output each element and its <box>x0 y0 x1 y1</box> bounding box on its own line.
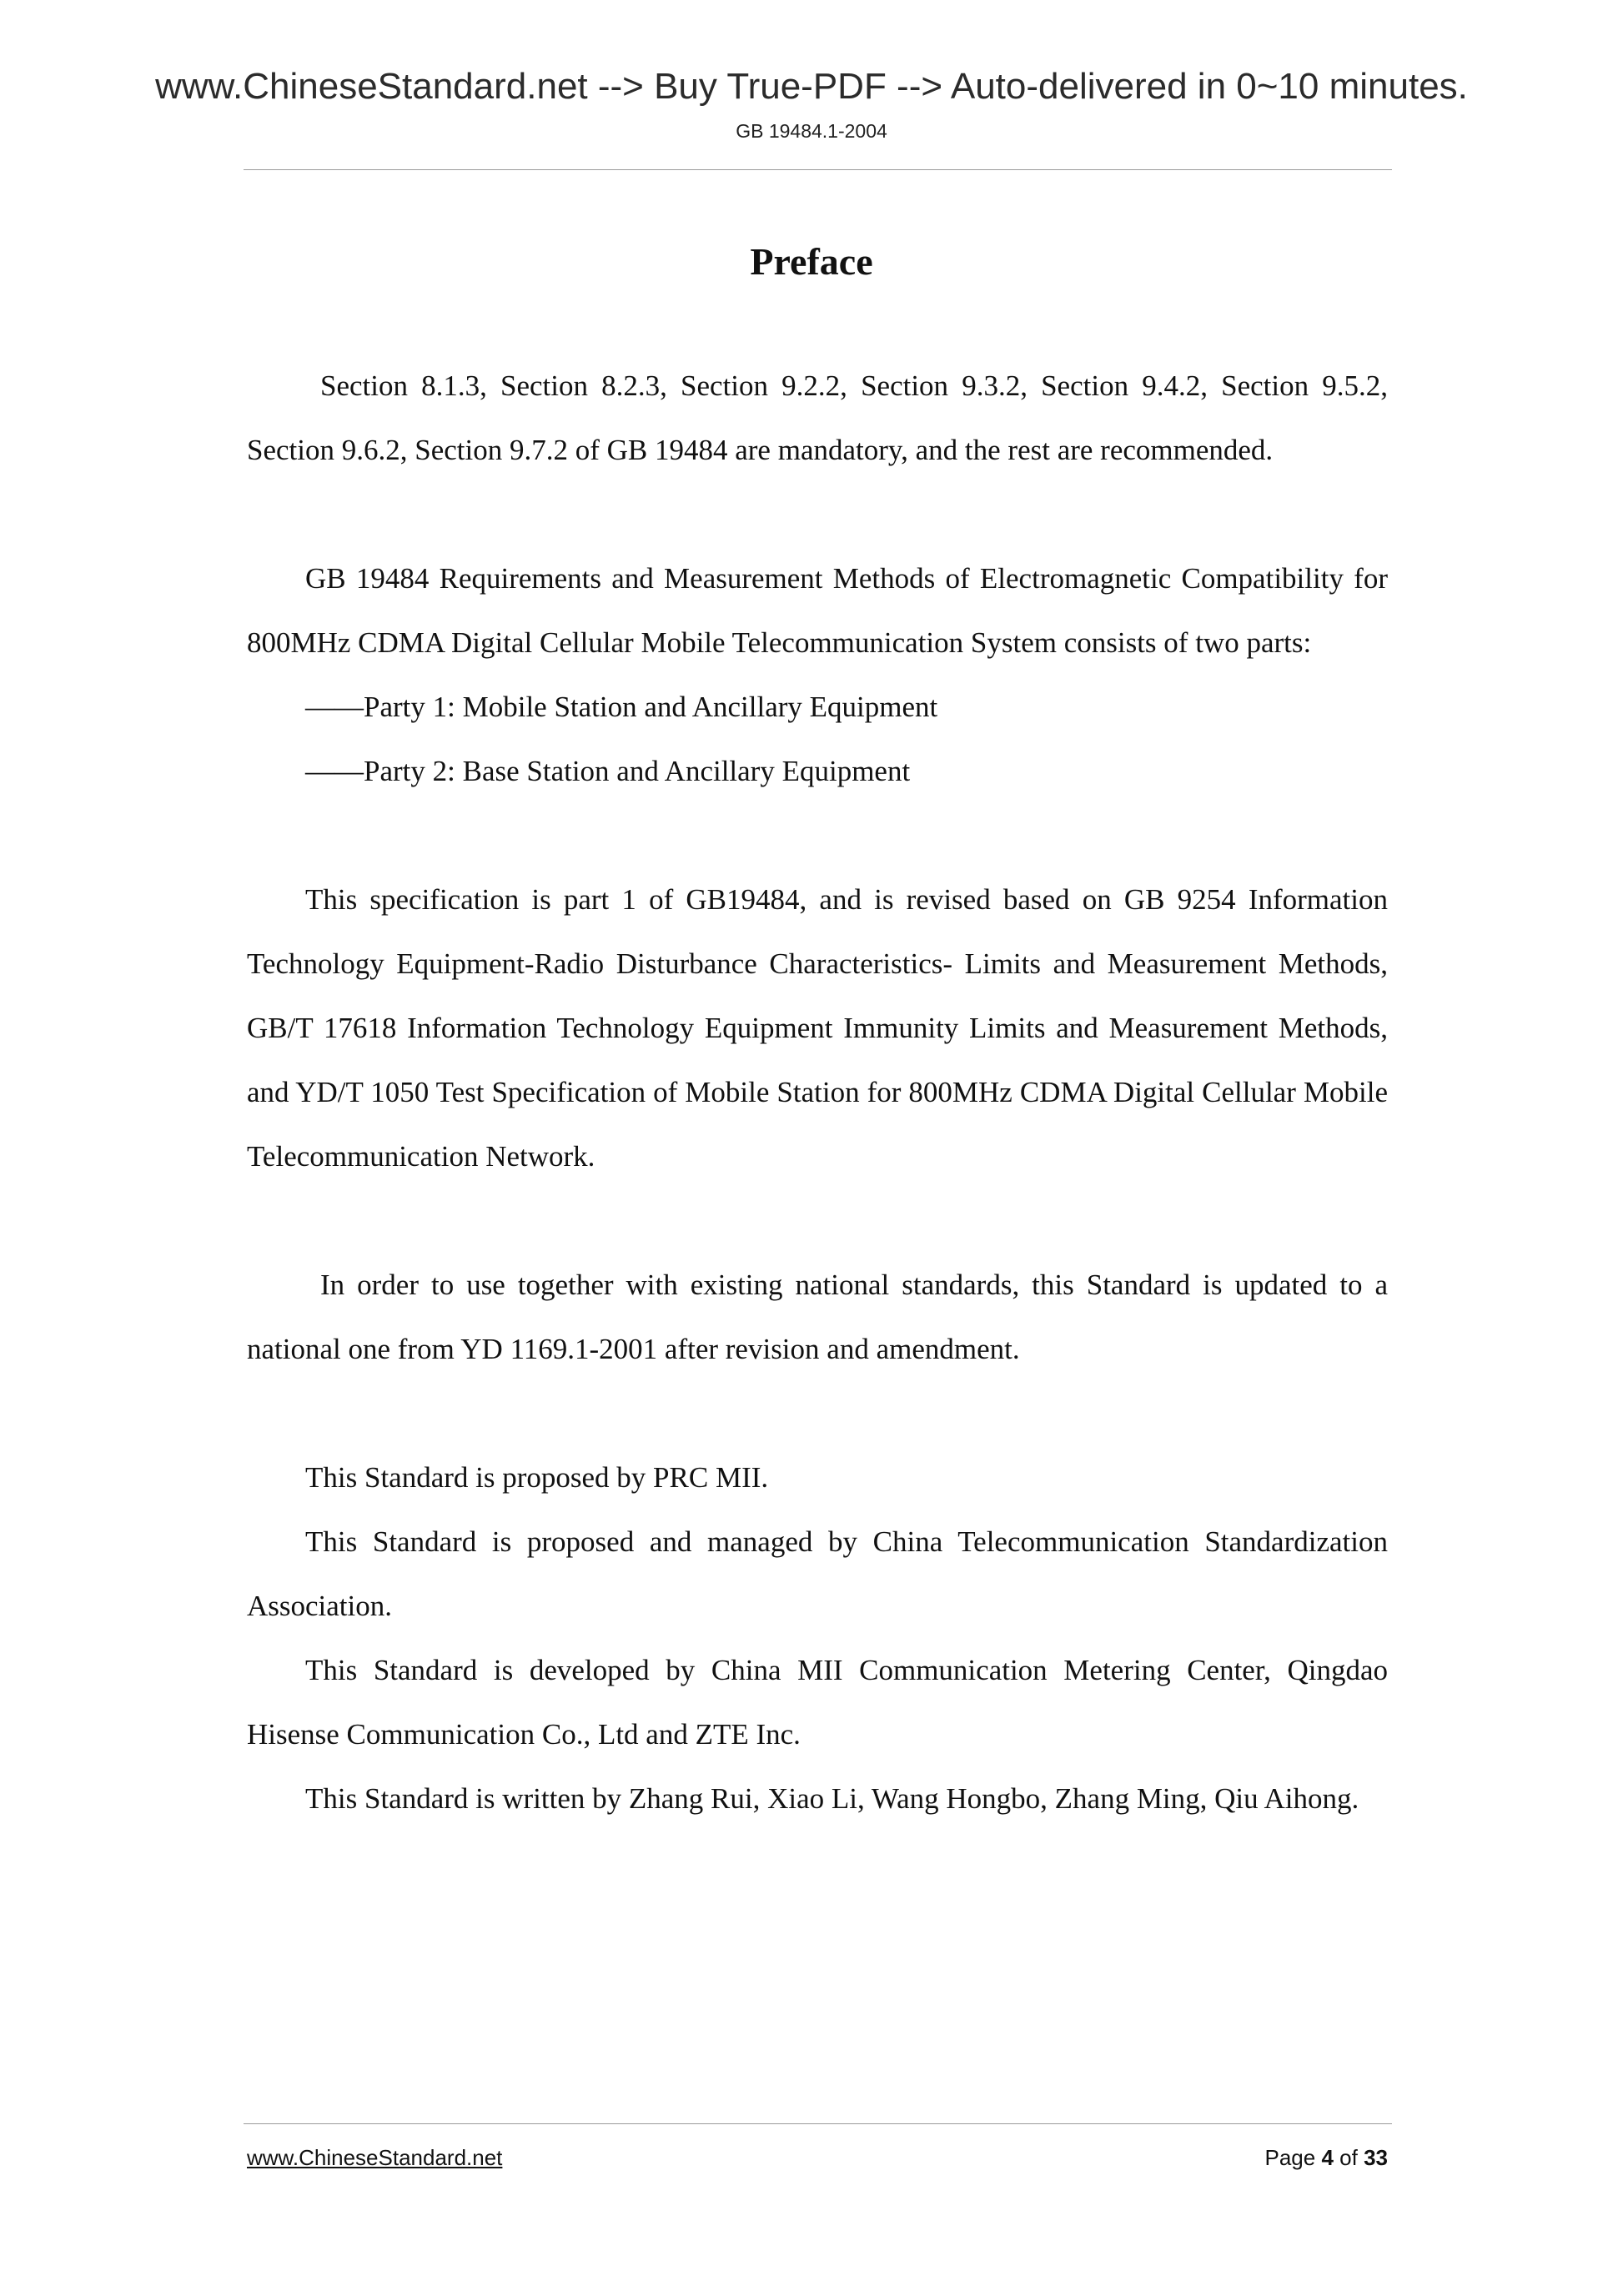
paragraph-developed-by: This Standard is developed by China MII Communication Metering Center, Qingdao Hisense Communication Co., Ltd and ZTE Inc. <box>247 1654 1388 1751</box>
paragraph-managed-by: This Standard is proposed and managed by China Telecommunication Standardization Association. <box>247 1525 1388 1622</box>
document-body <box>247 354 1388 1831</box>
page-of-label: of <box>1339 2145 1358 2170</box>
list-item-part-2: ——Party 2: Base Station and Ancillary Equipment <box>305 755 911 787</box>
paragraph-proposed-by: This Standard is proposed by PRC MII. <box>305 1461 769 1494</box>
page-number <box>1264 2143 1388 2172</box>
paragraph-written-by: This Standard is written by Zhang Rui, Xiao Li, Wang Hongbo, Zhang Ming, Qiu Aihong. <box>305 1782 1359 1815</box>
page-title: Preface <box>750 240 873 283</box>
document-id: GB 19484.1-2004 <box>736 120 887 142</box>
footer-website-link[interactable]: www.ChineseStandard.net <box>247 2145 503 2170</box>
paragraph-revision-basis: This specification is part 1 of GB19484, and is revised based on GB 9254 Information Technology Equipment-Radio Disturbance Characteristics- Limits and Measurement Methods, GB/T 17618 Information Technology Equipment Immunity Limits and Measurement Methods, and YD/T 1050 Test Specification of Mobile Station for 800MHz CDMA Digital Cellular Mobile Telecommunication Network. <box>247 883 1388 1173</box>
list-item-part-1: ——Party 1: Mobile Station and Ancillary Equipment <box>305 691 938 723</box>
paragraph-mandatory-sections: Section 8.1.3, Section 8.2.3, Section 9.2.2, Section 9.3.2, Section 9.4.2, Section 9.5.2, Section 9.6.2, Section 9.7.2 of GB 19484 are mandatory, and the rest are recommended. <box>247 369 1388 466</box>
page-label: Page <box>1264 2145 1316 2170</box>
page-total: 33 <box>1364 2145 1388 2170</box>
footer-divider <box>244 2123 1392 2124</box>
header-divider <box>244 169 1392 170</box>
banner-link[interactable]: www.ChineseStandard.net --> Buy True-PDF --> Auto-delivered in 0~10 minutes. <box>155 66 1468 107</box>
paragraph-update-note: In order to use together with existing national standards, this Standard is updated to a national one from YD 1169.1-2001 after revision and amendment. <box>247 1269 1388 1365</box>
paragraph-standard-parts: GB 19484 Requirements and Measurement Methods of Electromagnetic Compatibility for 800MHz CDMA Digital Cellular Mobile Telecommunication System consists of two parts: <box>247 562 1388 659</box>
page-current: 4 <box>1321 2145 1334 2170</box>
